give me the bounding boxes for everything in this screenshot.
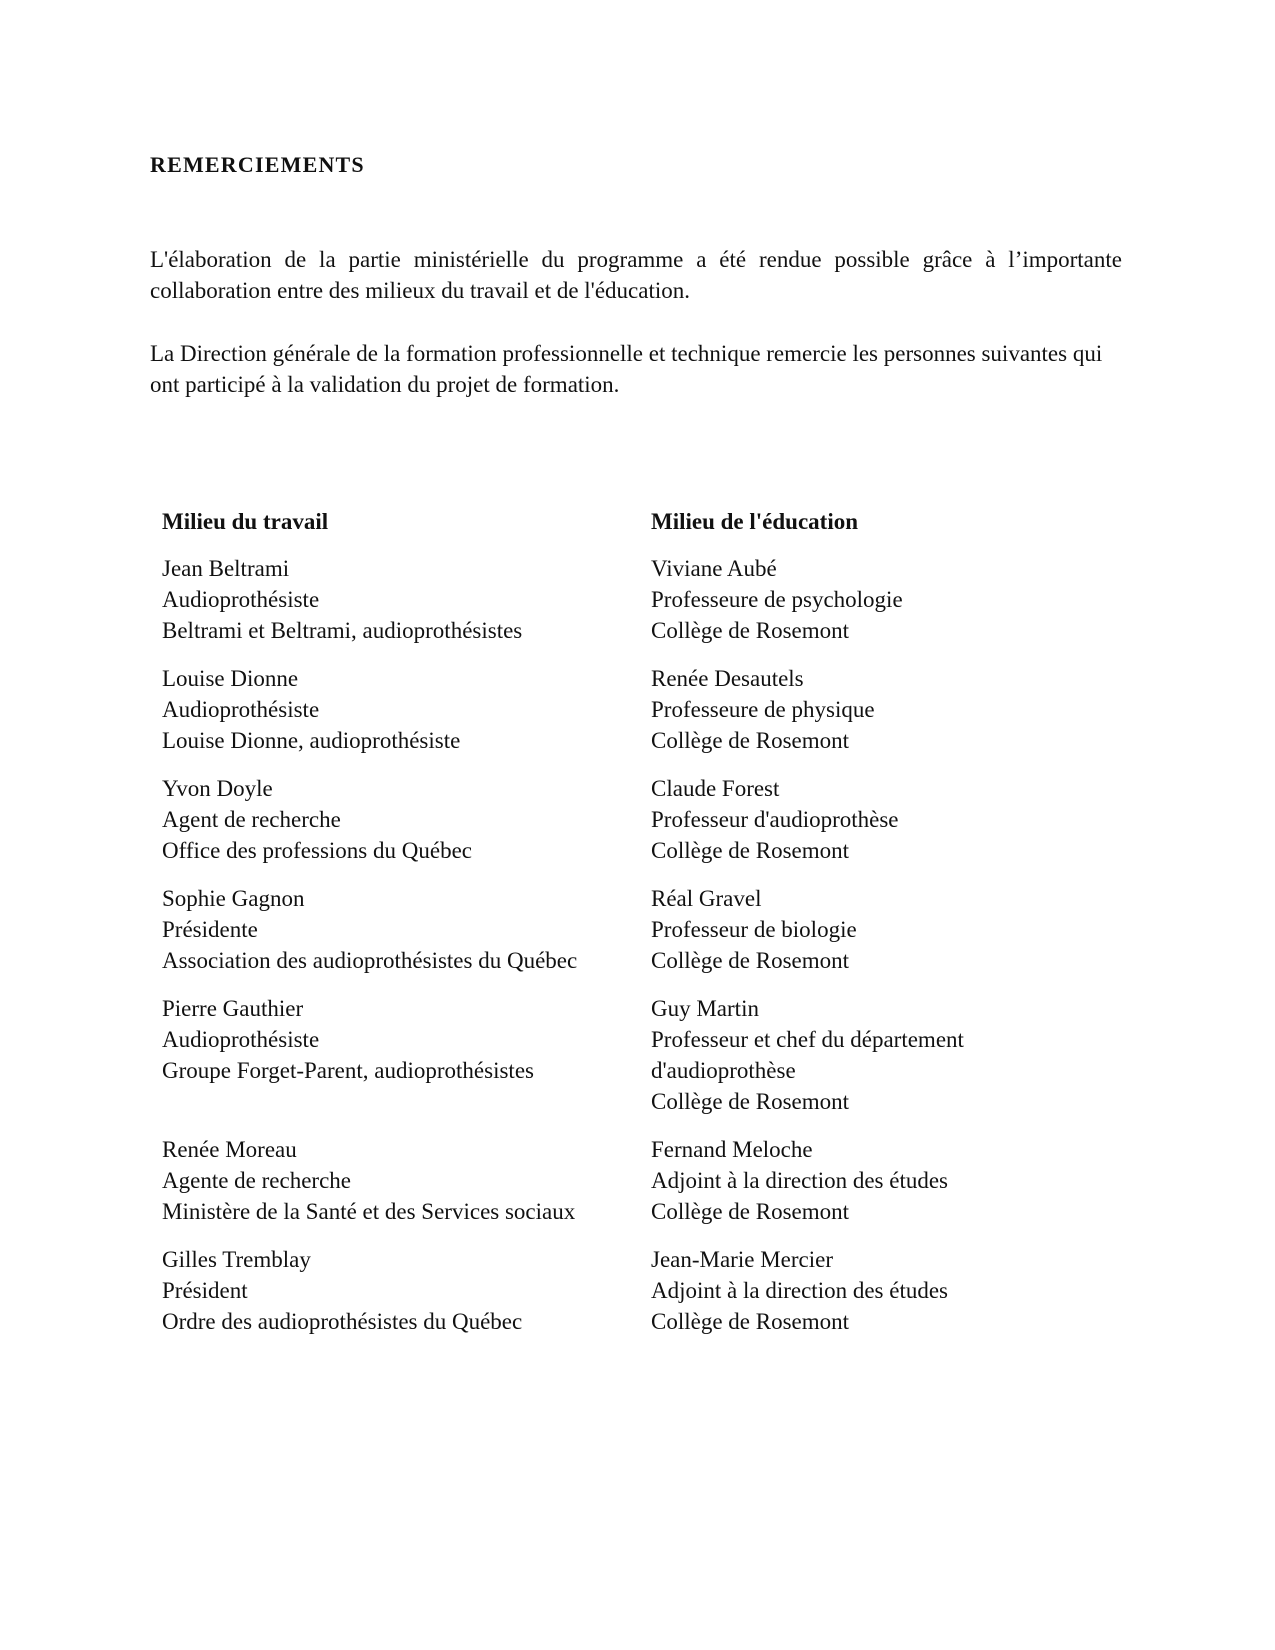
contributor-role: Professeur d'audioprothèse <box>651 807 899 832</box>
contributor-org: Collège de Rosemont <box>651 948 850 973</box>
contributor-entry <box>651 553 1121 646</box>
contributor-name: Yvon Doyle <box>162 776 273 801</box>
contributor-name: Réal Gravel <box>651 886 762 911</box>
contributor-name: Jean-Marie Mercier <box>651 1247 833 1272</box>
page-title: REMERCIEMENTS <box>150 152 365 177</box>
contributor-role: Professeure de psychologie <box>651 587 903 612</box>
contributor-role: Adjoint à la direction des études <box>651 1168 949 1193</box>
contributor-org: Beltrami et Beltrami, audioprothésistes <box>162 618 523 643</box>
contributor-name: Claude Forest <box>651 776 780 801</box>
contributor-org: Collège de Rosemont <box>651 1089 850 1114</box>
contributor-name: Renée Desautels <box>651 666 804 691</box>
contributor-entry <box>651 1244 1121 1337</box>
contributor-org: Louise Dionne, audioprothésiste <box>162 728 461 753</box>
thanks-paragraph: La Direction générale de la formation professionnelle et technique remercie les personnes suivantes qui ont participé à la validation du projet de formation. <box>150 341 1103 397</box>
contributor-org: Collège de Rosemont <box>651 1199 850 1224</box>
contributor-role: Audioprothésiste <box>162 1027 320 1052</box>
contributor-org: Ordre des audioprothésistes du Québec <box>162 1309 523 1334</box>
contributor-role: Audioprothésiste <box>162 697 320 722</box>
contributor-org: Collège de Rosemont <box>651 618 850 643</box>
contributor-entry <box>651 883 1121 976</box>
contributor-entry <box>162 663 632 756</box>
contributor-role: Professeur et chef du département <box>651 1027 964 1052</box>
contributor-entry <box>162 1244 632 1337</box>
contributor-entry <box>651 773 1121 866</box>
contributor-org: Office des professions du Québec <box>162 838 472 863</box>
contributor-role: Agente de recherche <box>162 1168 351 1193</box>
contributor-name: Renée Moreau <box>162 1137 297 1162</box>
contributor-org: Ministère de la Santé et des Services sociaux <box>162 1199 576 1224</box>
work-column-header: Milieu du travail <box>162 509 329 534</box>
contributor-name: Sophie Gagnon <box>162 886 305 911</box>
contributor-role-continued: d'audioprothèse <box>651 1058 796 1083</box>
contributor-name: Viviane Aubé <box>651 556 777 581</box>
contributor-role: Professeure de physique <box>651 697 875 722</box>
contributor-name: Pierre Gauthier <box>162 996 304 1021</box>
contributor-name: Gilles Tremblay <box>162 1247 311 1272</box>
contributor-entry <box>162 1134 632 1227</box>
contributor-entry <box>162 553 632 646</box>
contributor-entry <box>162 773 632 866</box>
contributor-entry <box>651 993 1121 1117</box>
education-column <box>651 506 1121 1354</box>
contributor-org: Collège de Rosemont <box>651 838 850 863</box>
contributor-org: Groupe Forget-Parent, audioprothésistes <box>162 1058 534 1083</box>
contributor-org: Association des audioprothésistes du Québec <box>162 948 578 973</box>
work-column <box>162 506 632 1354</box>
contributor-role: Présidente <box>162 917 258 942</box>
contributor-org: Collège de Rosemont <box>651 728 850 753</box>
contributor-name: Fernand Meloche <box>651 1137 813 1162</box>
contributor-role: Professeur de biologie <box>651 917 857 942</box>
contributor-entry <box>651 663 1121 756</box>
contributor-role: Président <box>162 1278 248 1303</box>
contributor-name: Jean Beltrami <box>162 556 290 581</box>
contributor-role: Audioprothésiste <box>162 587 320 612</box>
contributor-role: Adjoint à la direction des études <box>651 1278 949 1303</box>
contributor-entry <box>651 1134 1121 1227</box>
education-column-header: Milieu de l'éducation <box>651 509 858 534</box>
contributor-role: Agent de recherche <box>162 807 341 832</box>
contributor-entry <box>162 883 632 976</box>
contributor-entry <box>162 993 632 1086</box>
contributor-org: Collège de Rosemont <box>651 1309 850 1334</box>
contributor-name: Guy Martin <box>651 996 759 1021</box>
intro-paragraph: L'élaboration de la partie ministérielle du programme a été rendue possible grâce à l’importante collaboration entre des milieux du travail et de l'éducation. <box>150 247 1122 303</box>
contributor-name: Louise Dionne <box>162 666 299 691</box>
